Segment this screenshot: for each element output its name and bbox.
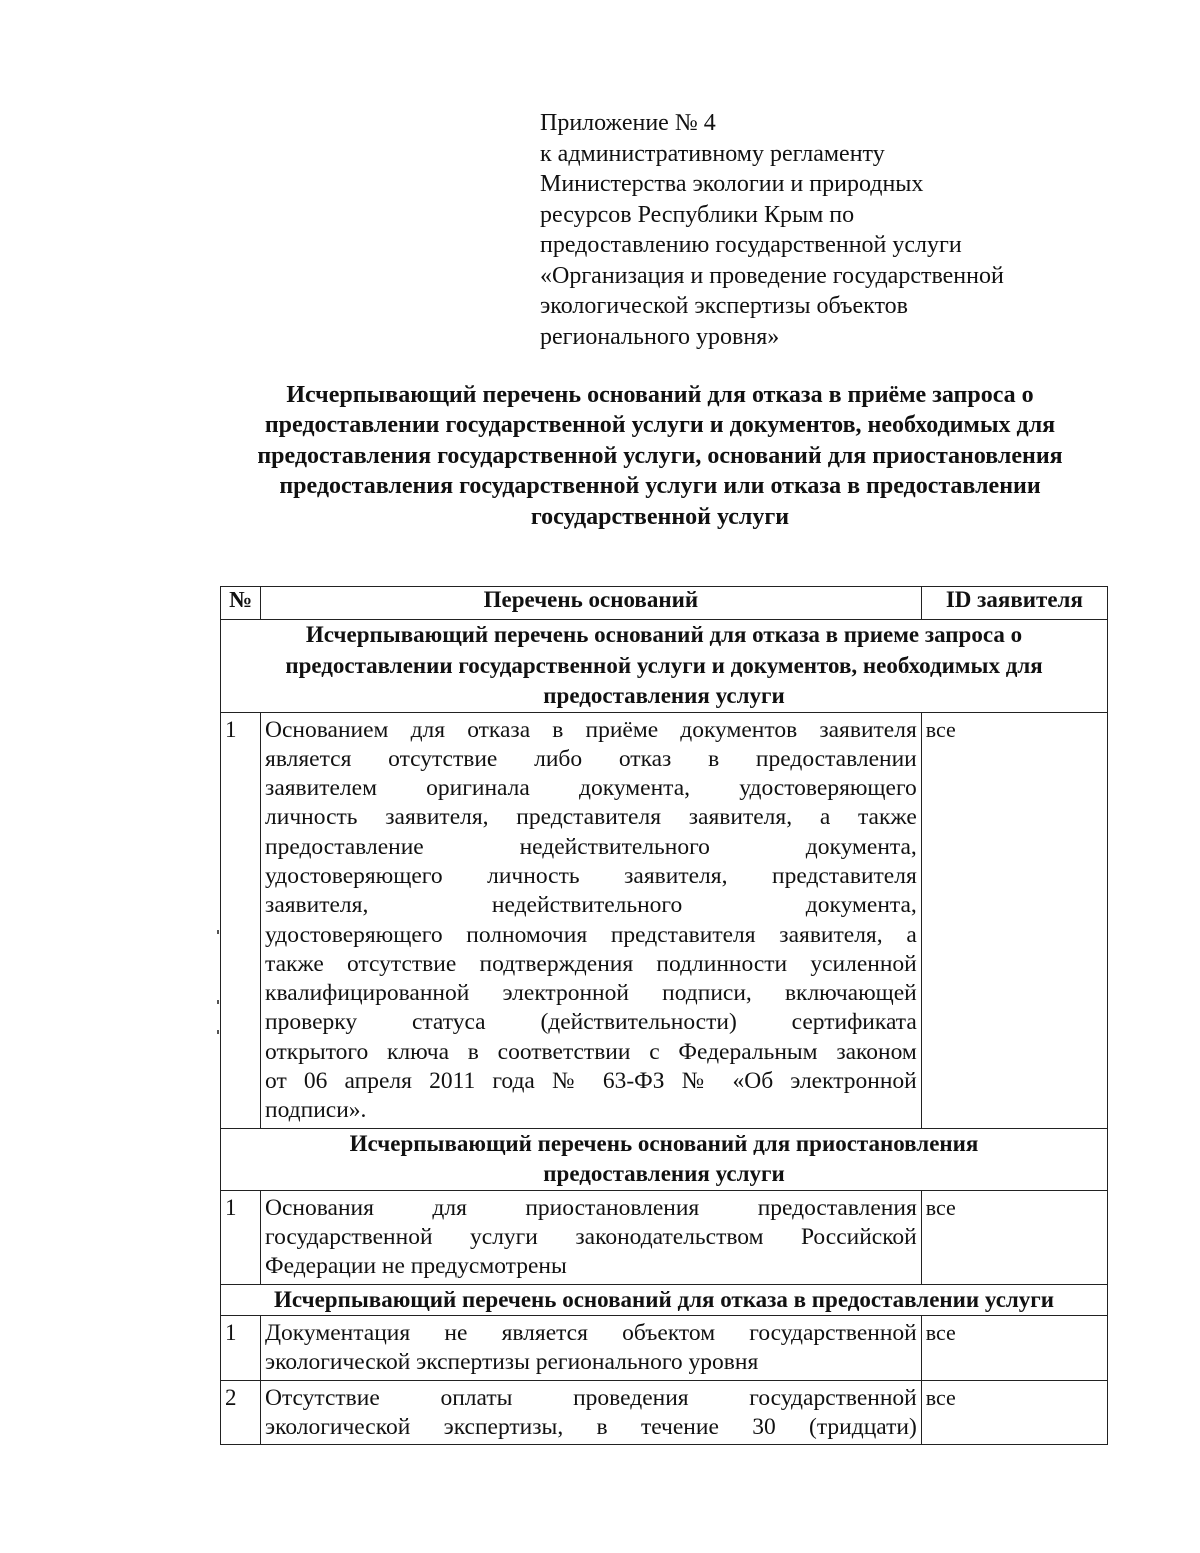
row-applicant-id: все bbox=[921, 712, 1107, 1128]
text-line: Федерации не предусмотрены bbox=[265, 1253, 567, 1280]
annex-line: Министерства экологии и природных bbox=[540, 171, 924, 197]
text-line: Документация не является объектом государственной bbox=[265, 1320, 917, 1347]
text-line: квалифицированной электронной подписи, включающей bbox=[265, 980, 917, 1007]
header-reasons: Перечень оснований bbox=[261, 587, 922, 620]
row-applicant-id: все bbox=[921, 1190, 1107, 1284]
text-line: подписи». bbox=[265, 1097, 367, 1124]
row-number: 2 bbox=[221, 1380, 261, 1445]
table-row bbox=[221, 1316, 1108, 1381]
text-line: экологической экспертизы, в течение 30 (тридцати) bbox=[265, 1413, 917, 1440]
row-text bbox=[261, 1190, 922, 1284]
document-title bbox=[190, 380, 1130, 532]
text-line: Основания для приостановления предоставления bbox=[265, 1194, 917, 1221]
text-line: открытого ключа в соответствии с Федеральным законом bbox=[265, 1038, 917, 1065]
text-line: предоставление недействительного документа, bbox=[265, 833, 917, 860]
title-line: предоставления государственной услуги, оснований для приостановления bbox=[257, 442, 1063, 469]
text-line: удостоверяющего полномочия представителя заявителя, а bbox=[265, 921, 917, 948]
text-line: заявителя, недействительного документа, bbox=[265, 892, 917, 919]
text-line: проверку статуса (действительности) сертификата bbox=[265, 1009, 917, 1036]
section-title bbox=[221, 620, 1108, 713]
annex-heading bbox=[540, 108, 1100, 352]
title-line: Исчерпывающий перечень оснований для отказа в приёме запроса о bbox=[286, 382, 1034, 408]
section-title-line: предоставления услуги bbox=[543, 683, 785, 708]
section-row bbox=[221, 1128, 1108, 1190]
text-line: также отсутствие подтверждения подлинности усиленной bbox=[265, 950, 917, 977]
row-number: 1 bbox=[221, 1316, 261, 1381]
text-line: Основанием для отказа в приёме документов заявителя bbox=[265, 716, 917, 743]
annex-line: регионального уровня» bbox=[540, 323, 780, 350]
section-title-line: Исчерпывающий перечень оснований для приостановления bbox=[349, 1130, 979, 1156]
text-line: является отсутствие либо отказ в предоставлении bbox=[265, 745, 917, 772]
annex-line: «Организация и проведение государственной bbox=[540, 262, 1004, 289]
text-line: Отсутствие оплаты проведения государственной bbox=[265, 1384, 917, 1411]
text-line: заявителем оригинала документа, удостоверяющего bbox=[265, 775, 917, 802]
annex-line: предоставлению государственной услуги bbox=[540, 232, 962, 258]
title-line: предоставлении государственной услуги и документов, необходимых для bbox=[264, 412, 1056, 439]
section-title bbox=[221, 1284, 1108, 1316]
text-line: личность заявителя, представителя заявителя, а также bbox=[265, 804, 917, 831]
section-title-line: Исчерпывающий перечень оснований для отказа в приеме запроса о bbox=[305, 622, 1023, 647]
annex-line: Приложение № 4 bbox=[540, 110, 716, 136]
table-header-row bbox=[221, 587, 1108, 620]
grounds-table bbox=[220, 586, 1108, 1445]
row-text bbox=[261, 712, 922, 1128]
title-line: государственной услуги bbox=[530, 503, 790, 530]
section-title-line: Исчерпывающий перечень оснований для отказа в предоставлении услуги bbox=[273, 1286, 1055, 1312]
text-line: государственной услуги законодательством Российской bbox=[265, 1223, 917, 1250]
section-title bbox=[221, 1128, 1108, 1190]
scan-speck bbox=[217, 1030, 219, 1034]
text-line: удостоверяющего личность заявителя, представителя bbox=[265, 862, 917, 889]
table-row bbox=[221, 1190, 1108, 1284]
table-row bbox=[221, 712, 1108, 1128]
row-number: 1 bbox=[221, 1190, 261, 1284]
section-row bbox=[221, 620, 1108, 713]
section-row bbox=[221, 1284, 1108, 1316]
row-applicant-id: все bbox=[921, 1380, 1107, 1445]
section-title-line: предоставлении государственной услуги и документов, необходимых для bbox=[285, 652, 1043, 678]
title-line: предоставления государственной услуги или отказа в предоставлении bbox=[279, 473, 1041, 500]
text-line: экологической экспертизы регионального уровня bbox=[265, 1349, 759, 1376]
annex-line: к административному регламенту bbox=[540, 140, 885, 167]
row-number: 1 bbox=[221, 712, 261, 1128]
row-text bbox=[261, 1380, 922, 1445]
section-title-line: предоставления услуги bbox=[543, 1161, 785, 1187]
row-applicant-id: все bbox=[921, 1316, 1107, 1381]
scan-speck bbox=[217, 930, 219, 934]
row-text bbox=[261, 1316, 922, 1381]
scan-artifacts bbox=[215, 930, 221, 1050]
text-line: от 06 апреля 2011 года № 63-ФЗ № «Об электронной bbox=[265, 1068, 917, 1095]
annex-line: экологической экспертизы объектов bbox=[540, 293, 909, 319]
scan-speck bbox=[217, 1000, 219, 1004]
header-num: № bbox=[221, 587, 261, 620]
header-applicant-id: ID заявителя bbox=[921, 587, 1107, 620]
table-row bbox=[221, 1380, 1108, 1445]
annex-line: ресурсов Республики Крым по bbox=[540, 201, 855, 228]
